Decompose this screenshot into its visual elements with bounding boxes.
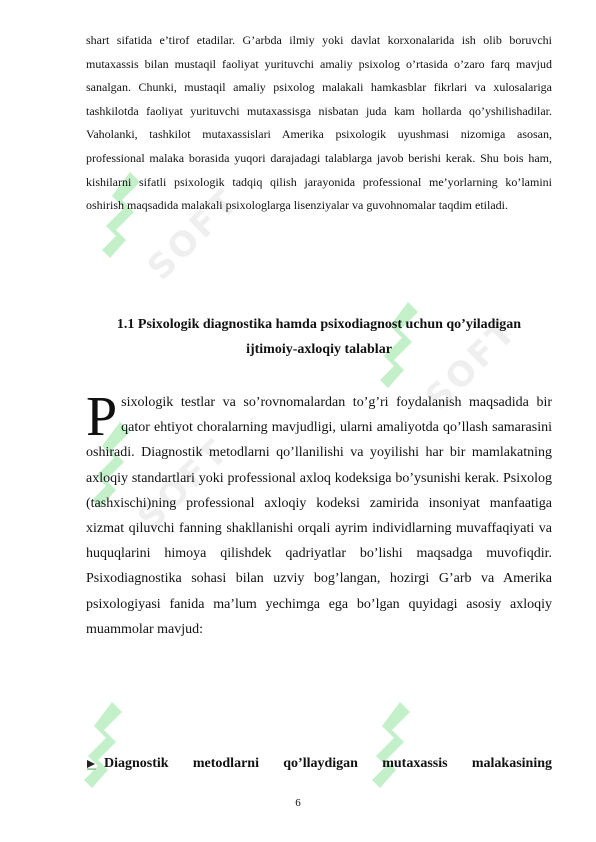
bullet-item-text: Diagnostik metodlarni qo’llaydigan mutaxassis malakasining (104, 756, 552, 771)
body-paragraph-text: sixologik testlar va so’rovnomalardan to’g’ri foydalanish maqsadida bir qator ehtiyot choralarning mavjudligi, ularni amaliyotda qo’llash samarasini oshiradi. Diagnostik metodlarni qo’llanilishi va yoyilishi har bir mamlakatning axloqiy standartlari yoki professional axloq kodeksiga bo’ysunishi kerak. Psixolog (tashxischi)ning professional axloqiy kodeksi zamirida insoniyat manfaatiga xizmat qiluvchi fanning shakllanishi orqali ayrim individlarning muvaffaqiyati va huquqlarini himoya qilishdek qadriyatlar bo’lishi maqsadga muvofiqdir. Psixodiagnostika sohasi bilan uzviy bog’langan, hozirgi G’arb va Amerika psixologiyasi fanida ma’lum yechimga ega bo’lgan quyidagi asosiy axloqiy muammolar mavjud: (86, 395, 552, 637)
bullet-list-item (86, 751, 552, 776)
watermark-text: SOFT (140, 180, 248, 289)
page-number: 6 (295, 797, 301, 809)
body-paragraph (86, 386, 552, 642)
section-heading-line1: 1.1 Psixologik diagnostika hamda psixodiagnost uchun qo’yiladigan (116, 317, 522, 332)
drop-cap: P (86, 386, 118, 448)
watermark-logo-icon (370, 700, 416, 790)
section-heading (86, 312, 552, 362)
intro-paragraph: shart sifatida e’tirof etadilar. G’arbda ilmiy yoki davlat korxonalarida ish olib boruvchi mutaxassis bilan mustaqil faoliyat yurituvchi amaliy psixolog o’rtasida o’zaro farq mavjud sanalgan. Chunki, mustaqil amaliy psixolog malakali hamkasblar fikrlari va xulosalariga tashkilotda faoliyat yurituvchi mutaxassisga nisbatan juda kam hollarda qo’yshilishadilar. Vaholanki, tashkilot mutaxassislari Amerika psixologik uyushmasi nizomiga asosan, professional malaka borasida yuqori darajadagi talablarga javob berishi kerak. Shu bois ham, kishilarni sifatli psixologik tadqiq qilish jarayonida professional me’yorlarning ko’lamini oshirish maqsadida malakali psixologlarga lisenziyalar va guvohnomalar taqdim etiladi. (86, 33, 552, 213)
section-heading-line2: ijtimoiy-axloqiy talablar (246, 342, 392, 357)
watermark-logo-icon (82, 700, 128, 790)
watermark-text: SOFT (418, 310, 526, 419)
watermark-text: SOFT (130, 430, 238, 539)
arrow-bullet-icon (86, 757, 98, 771)
